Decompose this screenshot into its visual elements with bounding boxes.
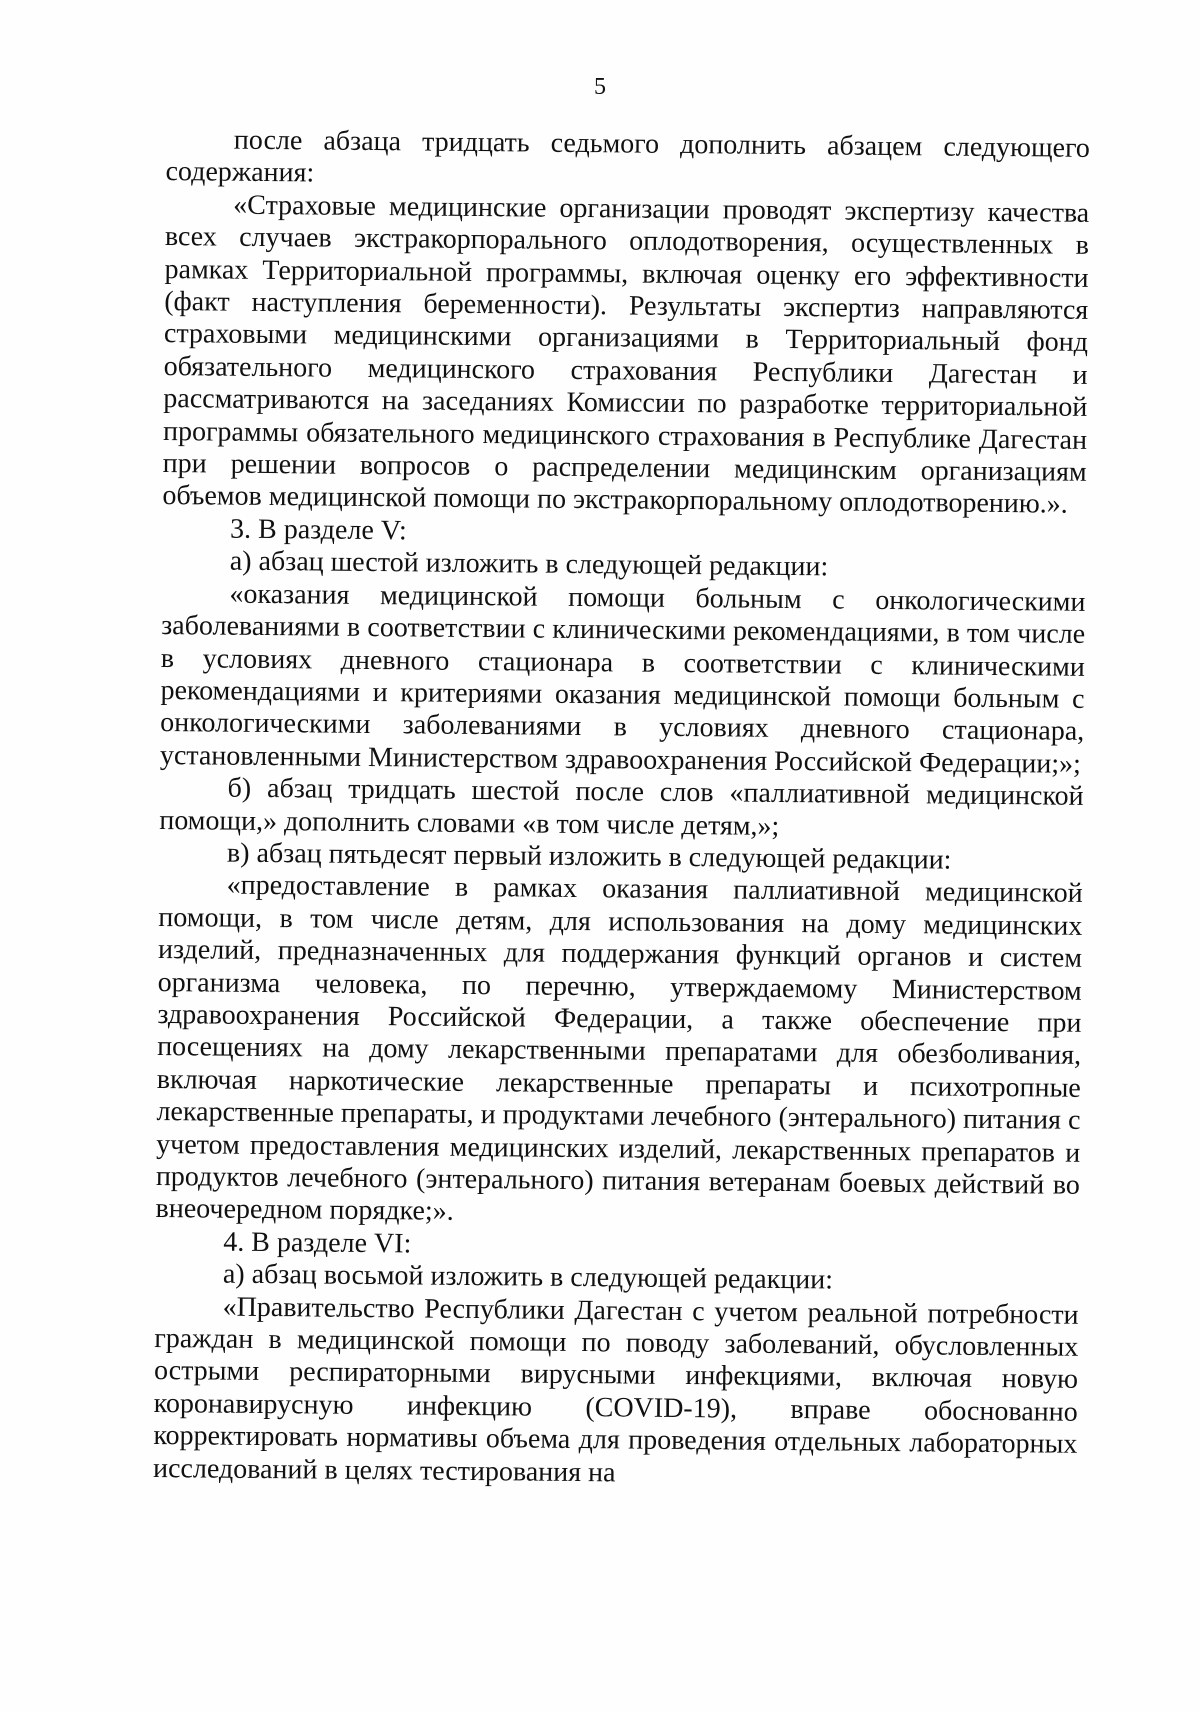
page-number: 5 — [594, 74, 606, 100]
paragraph-section-v-heading: 3. В разделе V: — [229, 513, 407, 547]
paragraph-section-vi-a: а) абзац восьмой изложить в следующей редакции: — [222, 1258, 834, 1296]
paragraph-palliative-care: «предоставление в рамках оказания паллиативной медицинской помощи, в том числе детям, для использования на дому медицинских изделий, предназначенных для поддержания функций органов и систем организма человека, по перечню, утверждаемому Министерством здравоохранения Российской Федерации, а также обеспечение при посещениях на дому лекарственными препаратами для обезболивания, включая наркотические лекарственные препараты и психотропные лекарственные препараты, и продуктами лечебного (энтерального) питания с учетом предоставления медицинских изделий, лекарственных препаратов и продуктов лечебного (энтерального) питания ветеранам боевых действий во внеочередном порядке;». — [155, 869, 1083, 1228]
paragraph-oncology-care: «оказания медицинской помощи больным с онкологическими заболеваниями в соответствии с клиническими рекомендациями, в том числе в условиях дневного стационара в соответствии с клиническими рекомендациями и критериями оказания медицинской помощи больным с онкологическими заболеваниями в условиях дневного стационара, установленными Министерством здравоохранения Российской Федерации;»; — [159, 578, 1086, 780]
document-body — [153, 124, 1090, 1494]
paragraph-section-v-c: в) абзац пятьдесят первый изложить в следующей редакции: — [226, 837, 952, 876]
paragraph-section-v-b: б) абзац тридцать шестой после слов «паллиативной медицинской помощи,» дополнить словами «в том числе детям,»; — [159, 772, 1084, 842]
paragraph-amendment-intro: после абзаца тридцать седьмого дополнить абзацем следующего содержания: — [165, 124, 1090, 189]
paragraph-eco-expertise: «Страховые медицинские организации проводят экспертизу качества всех случаев экстракорпорального оплодотворения, осуществленных в рамках Территориальной программы, включая оценку его эффективности (факт наступления беременности). Результаты экспертиз направляются страховыми медицинскими организациями в Территориальный фонд обязательного медицинского страхования Республики Дагестан и рассматриваются на заседаниях Комиссии по разработке территориальной программы обязательного медицинского страхования в Республике Дагестан при решении вопросов о распределении медицинским организациям объемов медицинской помощи по экстракорпоральному оплодотворению.». — [162, 189, 1090, 521]
paragraph-covid-testing: «Правительство Республики Дагестан с учетом реальной потребности граждан в медицинской помощи по поводу заболеваний, обусловленных острыми респираторными вирусными инфекциями, включая новую коронавирусную инфекцию (COVID-19), вправе обоснованно корректировать нормативы объема для проведения отдельных лабораторных исследований в целях тестирования на — [152, 1291, 1079, 1489]
paragraph-section-v-a: а) абзац шестой изложить в следующей редакции: — [229, 545, 829, 583]
paragraph-section-vi-heading: 4. В разделе VI: — [223, 1226, 412, 1260]
